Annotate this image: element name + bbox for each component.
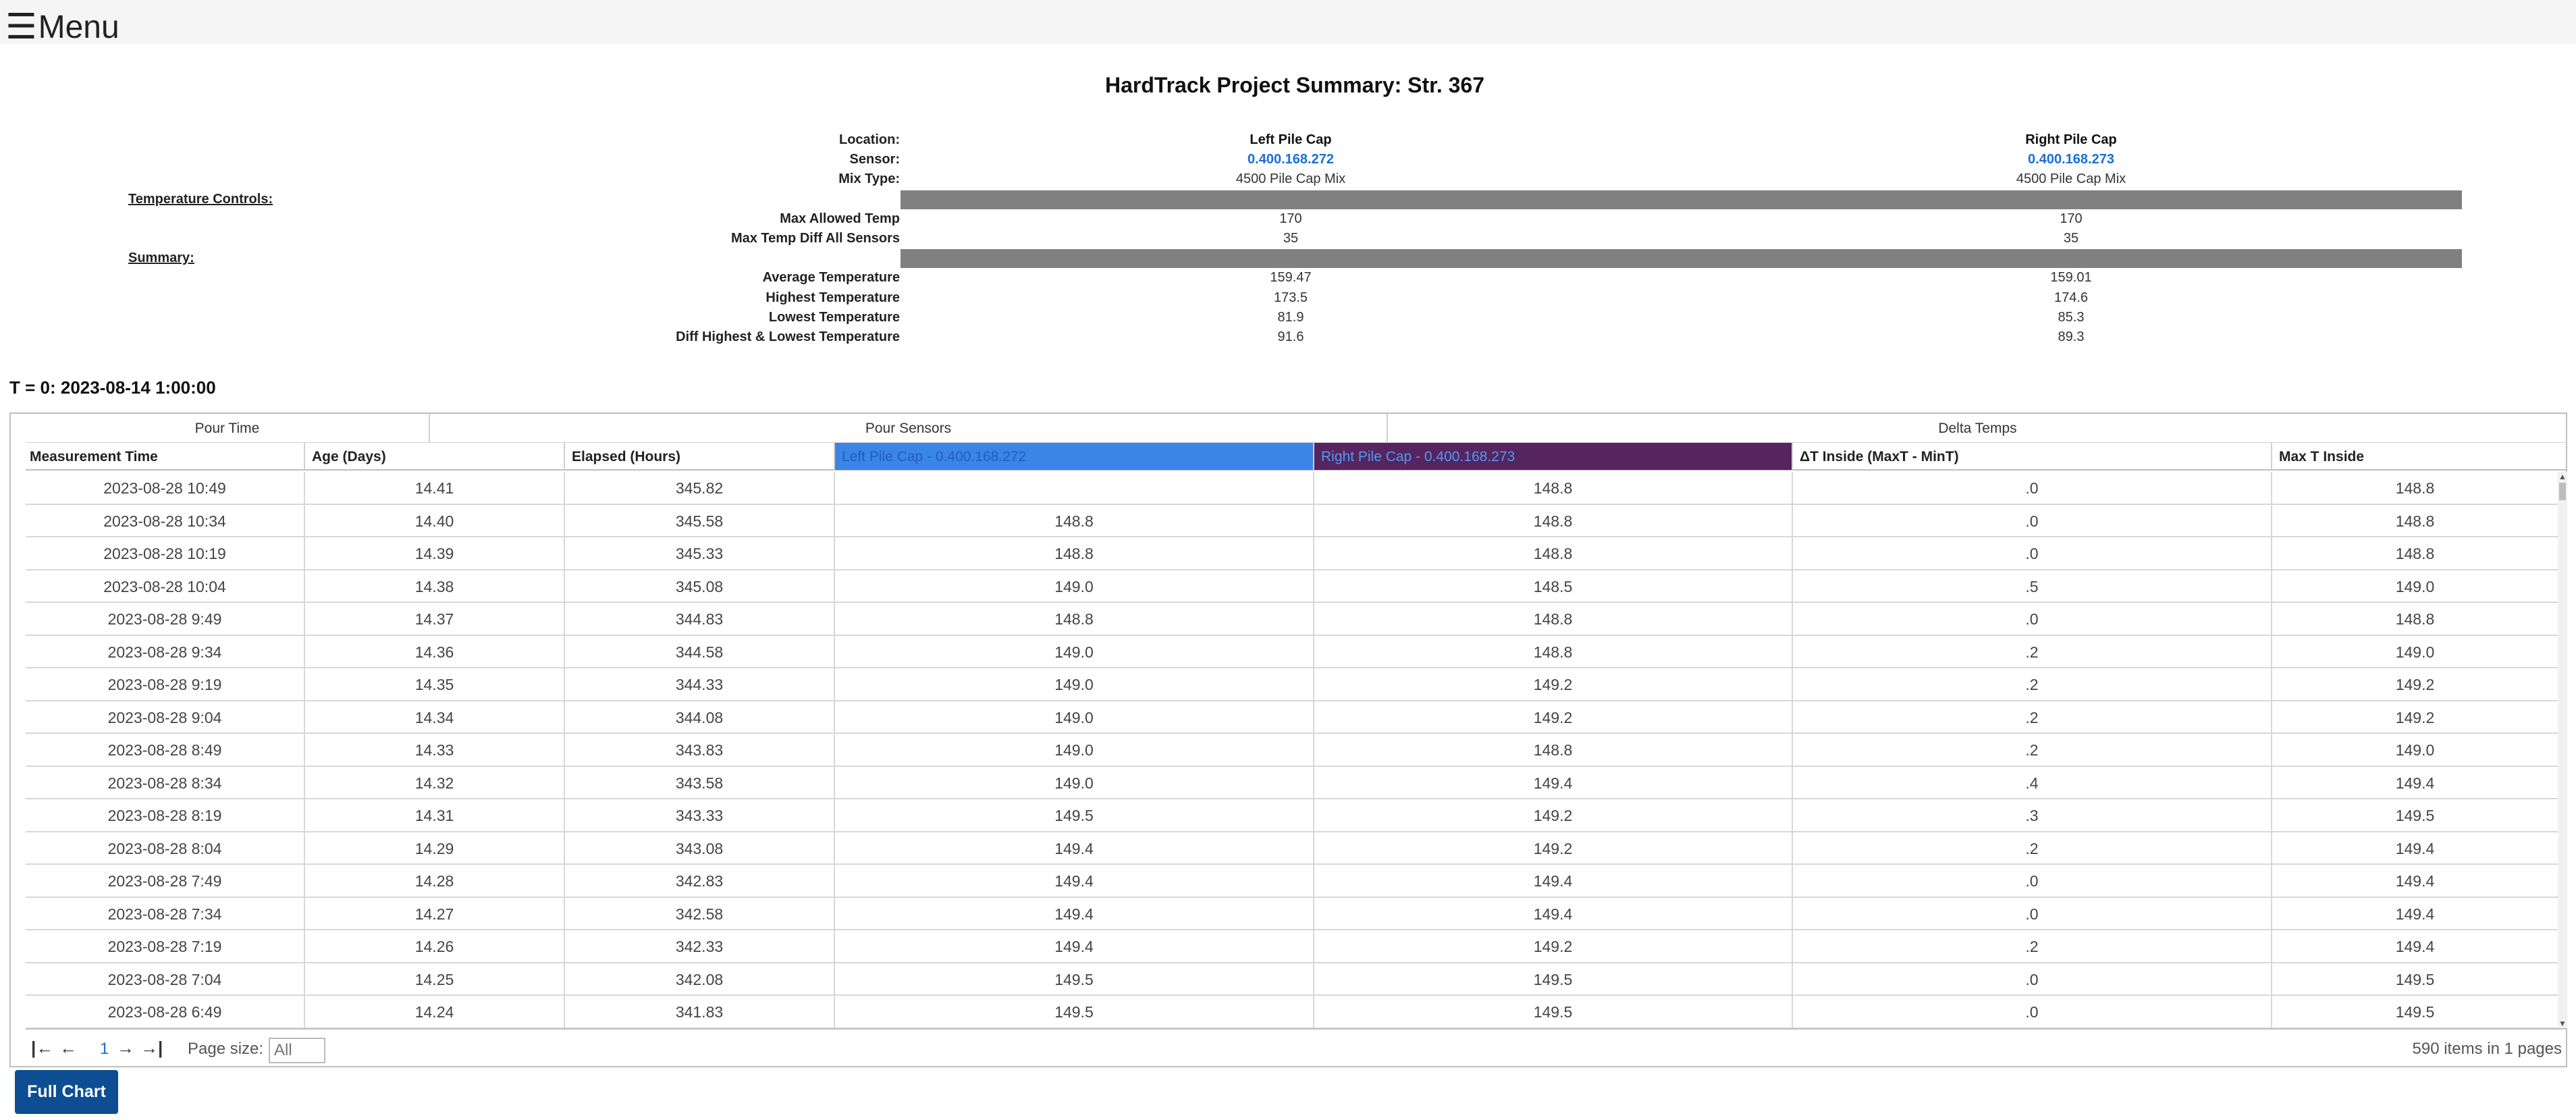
cell-delta-t: .4 — [1792, 767, 2271, 799]
right-diff: 89.3 — [2058, 329, 2085, 344]
table-row[interactable] — [26, 799, 2558, 832]
cell-delta-t: .2 — [1792, 636, 2271, 668]
cell-left-sensor: 149.5 — [834, 996, 1313, 1028]
cell-delta-t: .0 — [1792, 996, 2271, 1028]
cell-elapsed: 341.83 — [564, 996, 834, 1028]
cell-left-sensor: 149.0 — [834, 668, 1313, 701]
cell-age: 14.34 — [304, 701, 564, 734]
cell-left-sensor: 148.8 — [834, 603, 1313, 635]
right-high: 174.6 — [2054, 290, 2089, 305]
cell-age: 14.36 — [304, 636, 564, 668]
table-row[interactable] — [26, 996, 2558, 1028]
cell-max-t: 149.4 — [2271, 930, 2558, 963]
cell-left-sensor: 149.0 — [834, 701, 1313, 734]
hamburger-icon: ☰ — [5, 7, 37, 47]
section-divider — [901, 249, 2462, 268]
cell-delta-t: .5 — [1792, 570, 2271, 603]
page-number[interactable]: 1 — [100, 1040, 109, 1058]
cell-elapsed: 343.58 — [564, 767, 834, 799]
mix-label: Mix Type: — [838, 171, 900, 187]
right-max-diff: 35 — [2063, 230, 2079, 246]
right-avg: 159.01 — [2050, 270, 2092, 286]
cell-max-t: 149.4 — [2271, 898, 2558, 930]
cell-measurement-time: 2023-08-28 9:04 — [107, 708, 222, 726]
menu-button[interactable] — [5, 8, 119, 46]
col-header-delta-t[interactable]: ΔT Inside (MaxT - MinT) — [1792, 443, 2271, 470]
t-zero-label: T = 0: 2023-08-14 1:00:00 — [9, 377, 216, 398]
page-size-input[interactable] — [269, 1038, 325, 1063]
cell-elapsed: 343.33 — [564, 799, 834, 832]
max-diff-label: Max Temp Diff All Sensors — [730, 230, 900, 246]
cell-right-sensor: 149.2 — [1313, 799, 1792, 832]
cell-max-t: 149.2 — [2271, 668, 2558, 701]
cell-right-sensor: 149.5 — [1313, 996, 1792, 1028]
cell-measurement-time: 2023-08-28 8:49 — [107, 741, 222, 759]
table-row[interactable] — [26, 701, 2558, 735]
cell-age: 14.25 — [304, 963, 564, 996]
right-sensor-link[interactable]: 0.400.168.273 — [2028, 152, 2114, 167]
cell-elapsed: 343.08 — [564, 832, 834, 865]
cell-left-sensor: 149.0 — [834, 734, 1313, 766]
cell-left-sensor — [834, 472, 1313, 504]
cell-right-sensor: 149.2 — [1313, 930, 1792, 963]
cell-measurement-time: 2023-08-28 10:04 — [103, 577, 226, 595]
cell-left-sensor: 148.8 — [834, 537, 1313, 570]
cell-elapsed: 344.58 — [564, 636, 834, 668]
cell-measurement-time: 2023-08-28 8:19 — [107, 807, 222, 824]
scroll-down-icon[interactable]: ▼ — [2558, 1019, 2567, 1028]
summary-row-temp-controls — [0, 190, 2576, 209]
scroll-up-icon[interactable]: ▲ — [2558, 472, 2567, 481]
cell-left-sensor: 149.0 — [834, 636, 1313, 668]
temp-controls-heading: Temperature Controls: — [128, 191, 273, 207]
cell-max-t: 149.5 — [2271, 799, 2558, 832]
cell-right-sensor: 149.2 — [1313, 832, 1792, 865]
cell-max-t: 149.0 — [2271, 636, 2558, 668]
cell-right-sensor: 148.8 — [1313, 734, 1792, 766]
cell-max-t: 148.8 — [2271, 472, 2558, 504]
left-max-diff: 35 — [1283, 230, 1299, 246]
top-bar — [0, 0, 2576, 47]
cell-elapsed: 345.58 — [564, 505, 834, 537]
grid-body[interactable] — [26, 472, 2558, 1028]
cell-elapsed: 344.83 — [564, 603, 834, 635]
cell-delta-t: .0 — [1792, 505, 2271, 537]
max-allowed-label: Max Allowed Temp — [780, 211, 900, 226]
cell-left-sensor: 149.5 — [834, 799, 1313, 832]
cell-measurement-time: 2023-08-28 10:34 — [103, 512, 226, 530]
summary-row-diff — [0, 327, 2576, 347]
cell-delta-t: .2 — [1792, 668, 2271, 701]
low-label: Lowest Temperature — [768, 309, 900, 325]
right-max-allowed: 170 — [2060, 211, 2083, 226]
cell-measurement-time: 2023-08-28 7:19 — [107, 938, 222, 955]
grid-column-header — [26, 442, 2567, 471]
items-count: 590 items in 1 pages — [2412, 1040, 2562, 1058]
col-header-max-t[interactable]: Max T Inside — [2271, 443, 2567, 470]
last-page-icon[interactable]: →| — [140, 1038, 163, 1058]
full-chart-button[interactable]: Full Chart — [15, 1070, 118, 1114]
project-summary — [0, 130, 2576, 347]
avg-label: Average Temperature — [762, 270, 900, 286]
cell-right-sensor: 148.8 — [1313, 636, 1792, 668]
cell-measurement-time: 2023-08-28 9:34 — [107, 643, 222, 661]
col-header-age[interactable]: Age (Days) — [304, 443, 564, 470]
cell-right-sensor: 148.5 — [1313, 570, 1792, 603]
cell-measurement-time: 2023-08-28 7:49 — [107, 872, 222, 890]
table-row[interactable] — [26, 472, 2558, 505]
left-mix: 4500 Pile Cap Mix — [1235, 171, 1346, 187]
cell-right-sensor: 148.8 — [1313, 472, 1792, 504]
cell-right-sensor: 149.2 — [1313, 701, 1792, 734]
summary-row-sensor — [0, 150, 2576, 169]
sensor-label: Sensor: — [849, 152, 900, 167]
cell-max-t: 149.4 — [2271, 865, 2558, 897]
table-row[interactable] — [26, 505, 2558, 538]
table-row[interactable] — [26, 636, 2558, 669]
cell-delta-t: .2 — [1792, 734, 2271, 766]
cell-left-sensor: 149.4 — [834, 832, 1313, 865]
cell-age: 14.27 — [304, 898, 564, 930]
cell-age: 14.39 — [304, 537, 564, 570]
col-header-left-sensor[interactable]: Left Pile Cap - 0.400.168.272 — [834, 443, 1313, 470]
cell-right-sensor: 148.8 — [1313, 603, 1792, 635]
measurement-grid — [9, 412, 2567, 1067]
cell-age: 14.40 — [304, 505, 564, 537]
table-row[interactable] — [26, 537, 2558, 570]
summary-row-low — [0, 308, 2576, 327]
cell-measurement-time: 2023-08-28 10:49 — [103, 479, 226, 497]
left-sensor-link[interactable]: 0.400.168.272 — [1247, 152, 1334, 167]
grid-group-header — [26, 414, 2567, 442]
cell-elapsed: 344.08 — [564, 701, 834, 734]
table-row[interactable] — [26, 832, 2558, 865]
cell-age: 14.29 — [304, 832, 564, 865]
cell-delta-t: .0 — [1792, 537, 2271, 570]
table-row[interactable] — [26, 570, 2558, 604]
table-row[interactable] — [26, 668, 2558, 701]
left-location: Left Pile Cap — [1250, 132, 1332, 147]
left-avg: 159.47 — [1270, 270, 1312, 286]
vertical-scrollbar[interactable] — [2558, 472, 2567, 1028]
summary-row-max-allowed — [0, 209, 2576, 229]
cell-max-t: 148.8 — [2271, 537, 2558, 570]
cell-age: 14.37 — [304, 603, 564, 635]
cell-age: 14.38 — [304, 570, 564, 603]
cell-right-sensor: 148.8 — [1313, 537, 1792, 570]
group-header-pour-time: Pour Time — [194, 421, 260, 436]
summary-row-max-diff — [0, 229, 2576, 248]
section-divider — [901, 190, 2462, 209]
summary-row-avg — [0, 268, 2576, 288]
cell-measurement-time: 2023-08-28 9:19 — [107, 676, 222, 693]
cell-delta-t: .2 — [1792, 832, 2271, 865]
cell-max-t: 148.8 — [2271, 603, 2558, 635]
cell-right-sensor: 149.5 — [1313, 963, 1792, 996]
cell-left-sensor: 149.4 — [834, 865, 1313, 897]
cell-age: 14.31 — [304, 799, 564, 832]
cell-max-t: 149.2 — [2271, 701, 2558, 734]
cell-measurement-time: 2023-08-28 7:34 — [107, 905, 222, 923]
cell-age: 14.41 — [304, 472, 564, 504]
cell-elapsed: 343.83 — [564, 734, 834, 766]
cell-right-sensor: 148.8 — [1313, 505, 1792, 537]
left-max-allowed: 170 — [1279, 211, 1302, 226]
table-row[interactable] — [26, 963, 2558, 996]
cell-max-t: 149.4 — [2271, 767, 2558, 799]
table-row[interactable] — [26, 603, 2558, 636]
cell-measurement-time: 2023-08-28 8:04 — [107, 839, 222, 857]
cell-right-sensor: 149.4 — [1313, 767, 1792, 799]
cell-right-sensor: 149.4 — [1313, 865, 1792, 897]
cell-max-t: 149.0 — [2271, 734, 2558, 766]
table-row[interactable] — [26, 767, 2558, 800]
cell-max-t: 149.5 — [2271, 963, 2558, 996]
cell-elapsed: 342.58 — [564, 898, 834, 930]
cell-age: 14.32 — [304, 767, 564, 799]
cell-delta-t: .0 — [1792, 898, 2271, 930]
cell-max-t: 148.8 — [2271, 505, 2558, 537]
cell-measurement-time: 2023-08-28 8:34 — [107, 774, 222, 792]
cell-measurement-time: 2023-08-28 9:49 — [107, 610, 222, 628]
table-row[interactable] — [26, 930, 2558, 963]
pager — [26, 1028, 2567, 1067]
group-header-pour-sensors: Pour Sensors — [429, 414, 1387, 442]
next-page-icon[interactable]: → — [117, 1038, 134, 1058]
cell-delta-t: .2 — [1792, 701, 2271, 734]
cell-age: 14.33 — [304, 734, 564, 766]
right-location: Right Pile Cap — [2025, 132, 2117, 147]
prev-page-icon[interactable]: ← — [59, 1038, 77, 1058]
menu-label: Menu — [38, 9, 119, 45]
page-title: HardTrack Project Summary: Str. 367 — [1104, 73, 1485, 97]
cell-age: 14.26 — [304, 930, 564, 963]
col-header-right-sensor[interactable]: Right Pile Cap - 0.400.168.273 — [1313, 443, 1792, 470]
left-low: 81.9 — [1277, 309, 1304, 325]
cell-age: 14.28 — [304, 865, 564, 897]
cell-age: 14.24 — [304, 996, 564, 1028]
cell-left-sensor: 149.0 — [834, 767, 1313, 799]
cell-measurement-time: 2023-08-28 6:49 — [107, 1003, 222, 1021]
right-low: 85.3 — [2058, 309, 2085, 325]
col-header-measurement-time[interactable]: Measurement Time — [30, 449, 158, 464]
cell-elapsed: 345.33 — [564, 537, 834, 570]
location-label: Location: — [839, 132, 900, 147]
cell-left-sensor: 149.5 — [834, 963, 1313, 996]
cell-left-sensor: 148.8 — [834, 505, 1313, 537]
summary-row-high — [0, 288, 2576, 308]
left-high: 173.5 — [1273, 290, 1308, 305]
cell-measurement-time: 2023-08-28 7:04 — [107, 970, 222, 988]
cell-elapsed: 342.83 — [564, 865, 834, 897]
summary-row-location — [0, 130, 2576, 150]
cell-delta-t: .0 — [1792, 865, 2271, 897]
cell-elapsed: 342.08 — [564, 963, 834, 996]
cell-max-t: 149.4 — [2271, 832, 2558, 865]
table-row[interactable] — [26, 898, 2558, 931]
summary-heading: Summary: — [128, 250, 194, 266]
summary-row-summary — [0, 248, 2576, 268]
cell-right-sensor: 149.4 — [1313, 898, 1792, 930]
cell-delta-t: .3 — [1792, 799, 2271, 832]
cell-elapsed: 345.82 — [564, 472, 834, 504]
cell-delta-t: .0 — [1792, 472, 2271, 504]
cell-max-t: 149.5 — [2271, 996, 2558, 1028]
cell-left-sensor: 149.4 — [834, 898, 1313, 930]
cell-age: 14.35 — [304, 668, 564, 701]
cell-elapsed: 345.08 — [564, 570, 834, 603]
table-row[interactable] — [26, 865, 2558, 898]
col-header-elapsed[interactable]: Elapsed (Hours) — [564, 443, 834, 470]
diff-label: Diff Highest & Lowest Temperature — [676, 329, 900, 344]
cell-delta-t: .0 — [1792, 963, 2271, 996]
left-diff: 91.6 — [1277, 329, 1304, 344]
cell-elapsed: 344.33 — [564, 668, 834, 701]
right-mix: 4500 Pile Cap Mix — [2016, 171, 2126, 187]
cell-right-sensor: 149.2 — [1313, 668, 1792, 701]
cell-max-t: 149.0 — [2271, 570, 2558, 603]
cell-left-sensor: 149.4 — [834, 930, 1313, 963]
table-row[interactable] — [26, 734, 2558, 767]
summary-row-mix — [0, 169, 2576, 189]
high-label: Highest Temperature — [766, 290, 900, 305]
cell-measurement-time: 2023-08-28 10:19 — [103, 545, 226, 562]
scroll-thumb[interactable] — [2559, 483, 2566, 500]
first-page-icon[interactable]: |← — [31, 1038, 54, 1058]
cell-elapsed: 342.33 — [564, 930, 834, 963]
cell-delta-t: .2 — [1792, 930, 2271, 963]
cell-delta-t: .0 — [1792, 603, 2271, 635]
group-header-delta-temps: Delta Temps — [1387, 414, 2567, 442]
page-size-label: Page size: — [188, 1040, 264, 1058]
cell-left-sensor: 149.0 — [834, 570, 1313, 603]
